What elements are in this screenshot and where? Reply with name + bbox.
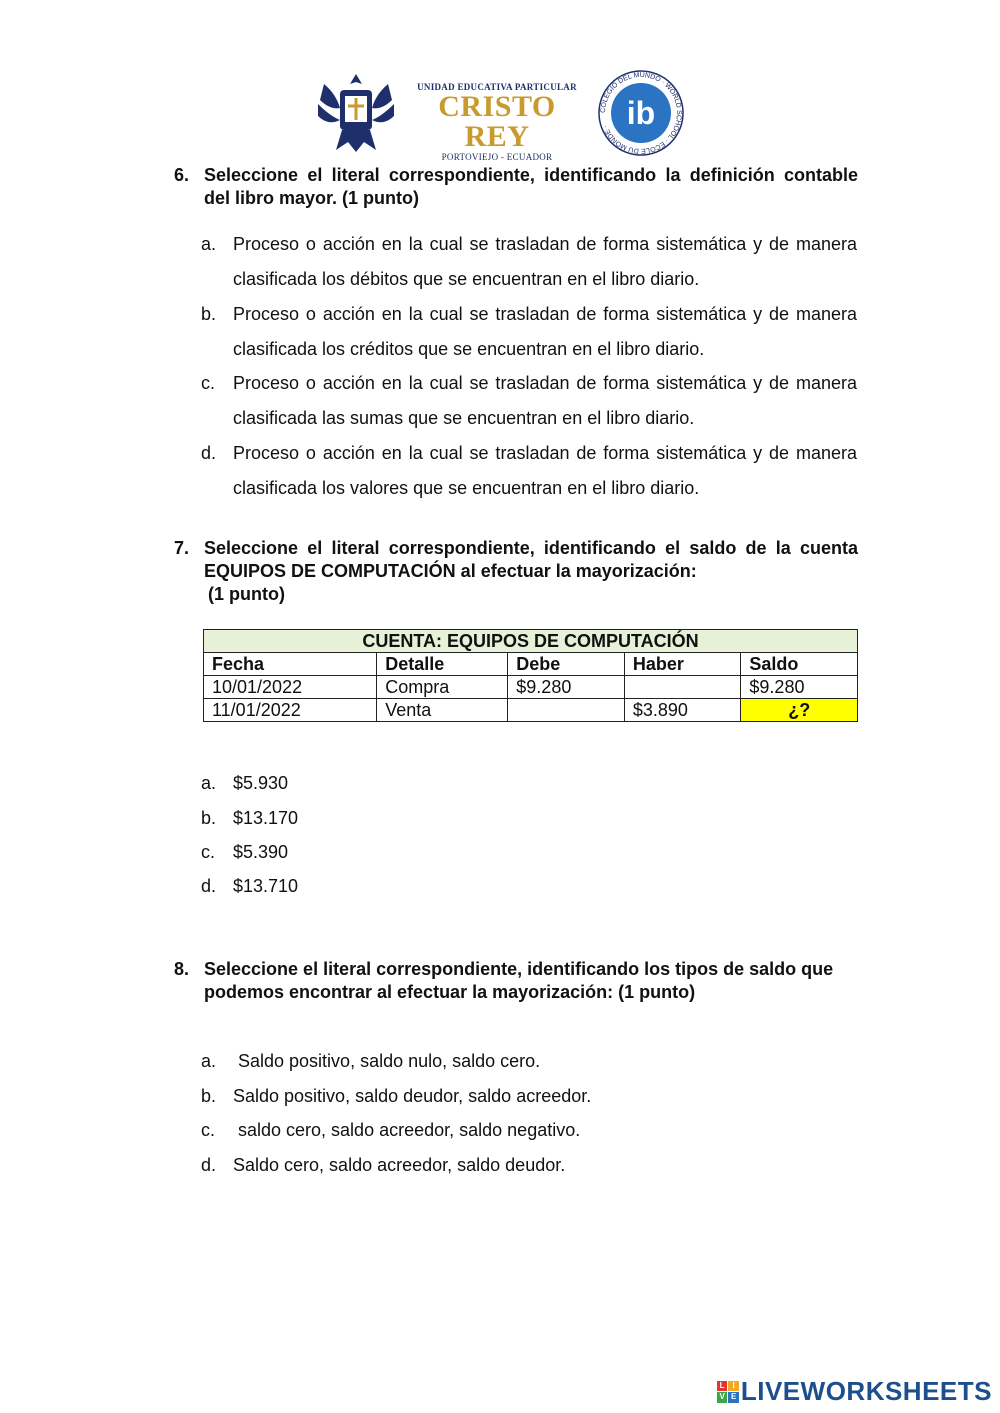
q6-option-c[interactable] [201, 366, 857, 436]
ledger-account-table [203, 629, 858, 722]
ib-mark: ib [626, 95, 656, 131]
school-name-block [402, 82, 592, 162]
option-letter: b. [201, 304, 217, 324]
q8-option-a[interactable] [201, 1044, 857, 1079]
q7-option-b[interactable] [201, 801, 857, 836]
option-letter: d. [201, 876, 217, 896]
option-letter: c. [201, 842, 216, 862]
liveworksheets-wordmark: LIVEWORKSHEETS [740, 1376, 992, 1406]
option-text: saldo cero, saldo acreedor, saldo negativo. [233, 1120, 581, 1140]
q8-option-b[interactable] [201, 1079, 857, 1114]
question-points: (1 punto) [208, 584, 285, 604]
option-letter: d. [201, 443, 217, 463]
question-8 [174, 958, 858, 1004]
col-header-detalle: Detalle [377, 653, 508, 676]
q7-option-c[interactable] [201, 835, 857, 870]
option-letter: d. [201, 1155, 217, 1175]
question-6 [174, 164, 858, 210]
cell-fecha: 10/01/2022 [204, 676, 377, 699]
liveworksheets-logo[interactable] [717, 1376, 992, 1407]
question-number: 7. [174, 538, 190, 558]
option-letter: b. [201, 1086, 217, 1106]
question-7 [174, 537, 858, 606]
option-letter: b. [201, 808, 217, 828]
option-text: Proceso o acción en la cual se trasladan de forma sistemática y de manera clasificada las sumas que se encuentran en el libro diario. [233, 373, 857, 428]
option-letter: a. [201, 234, 217, 254]
option-text: $5.930 [233, 773, 289, 793]
q6-option-d[interactable] [201, 436, 857, 506]
question-text: Seleccione el literal correspondiente, identificando la definición contable del libro mayor. (1 punto) [204, 165, 858, 208]
q6-option-b[interactable] [201, 297, 857, 367]
cell-detalle: Compra [377, 676, 508, 699]
table-row [204, 676, 858, 699]
cell-haber [624, 676, 741, 699]
option-text: Proceso o acción en la cual se trasladan de forma sistemática y de manera clasificada los valores que se encuentran en el libro diario. [233, 443, 857, 498]
option-text: $13.710 [233, 876, 299, 896]
unknown-saldo-cell: ¿? [741, 699, 858, 722]
q7-option-a[interactable] [201, 766, 857, 801]
school-crest-logo [316, 70, 396, 154]
school-type: UNIDAD EDUCATIVA PARTICULAR [417, 82, 577, 92]
cell-debe: $9.280 [508, 676, 625, 699]
q7-option-d[interactable] [201, 869, 857, 904]
option-text: $5.390 [233, 842, 289, 862]
col-header-debe: Debe [508, 653, 625, 676]
question-number: 8. [174, 959, 190, 979]
q6-option-a[interactable] [201, 227, 857, 297]
cell-fecha: 11/01/2022 [204, 699, 377, 722]
ib-ring-text: COLEGIO DEL MUNDO · WORLD SCHOOL · ÉCOLE DU MONDE · [599, 71, 683, 155]
option-text: $13.170 [233, 808, 299, 828]
option-letter: c. [201, 1120, 216, 1140]
question-text: Seleccione el literal correspondiente, identificando los tipos de saldo que podemos encontrar al efectuar la mayorización: (1 punto) [204, 959, 834, 1002]
cell-detalle: Venta [377, 699, 508, 722]
q8-option-d[interactable] [201, 1148, 857, 1183]
ib-world-school-logo [596, 68, 686, 158]
question-number: 6. [174, 165, 190, 185]
cell-haber: $3.890 [624, 699, 741, 722]
option-text: Saldo cero, saldo acreedor, saldo deudor. [233, 1155, 566, 1175]
q8-option-c[interactable] [201, 1113, 857, 1148]
option-letter: c. [201, 373, 216, 393]
option-letter: a. [201, 1051, 217, 1071]
col-header-saldo: Saldo [741, 653, 858, 676]
school-name: CRISTO REY [438, 90, 556, 153]
table-row [204, 699, 858, 722]
option-text: Proceso o acción en la cual se trasladan de forma sistemática y de manera clasificada los créditos que se encuentran en el libro diario. [233, 304, 857, 359]
ledger-header-row [204, 653, 858, 676]
ledger-title: CUENTA: EQUIPOS DE COMPUTACIÓN [204, 630, 858, 653]
question-text: Seleccione el literal correspondiente, identificando el saldo de la cuenta EQUIPOS DE COMPUTACIÓN al efectuar la mayorización: [204, 538, 858, 581]
option-text: Saldo positivo, saldo deudor, saldo acreedor. [233, 1086, 592, 1106]
col-header-haber: Haber [624, 653, 741, 676]
school-header [0, 64, 1000, 162]
option-letter: a. [201, 773, 217, 793]
cell-saldo: $9.280 [741, 676, 858, 699]
col-header-fecha: Fecha [204, 653, 377, 676]
option-text: Proceso o acción en la cual se trasladan de forma sistemática y de manera clasificada los débitos que se encuentran en el libro diario. [233, 234, 857, 289]
option-text: Saldo positivo, saldo nulo, saldo cero. [233, 1051, 541, 1071]
cell-debe [508, 699, 625, 722]
liveworksheets-icon: L I V E [717, 1381, 739, 1403]
school-location: PORTOVIEJO - ECUADOR [441, 152, 553, 162]
